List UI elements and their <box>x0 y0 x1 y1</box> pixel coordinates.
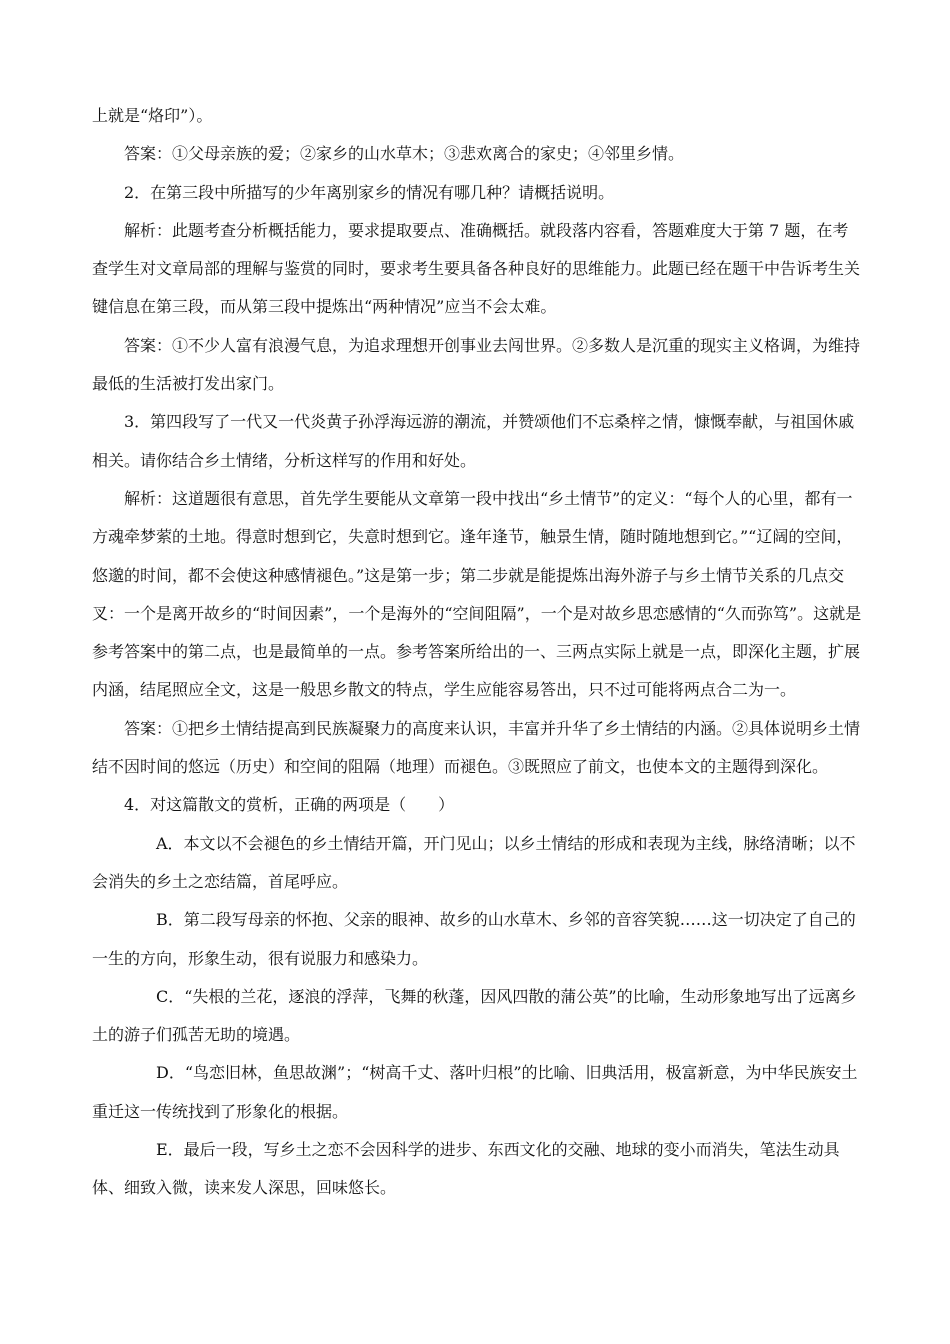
option-e: E．最后一段，写乡土之恋不会因科学的进步、东西文化的交融、地球的变小而消失，笔法生动具体、细致入微，读来发人深思，回味悠长。 <box>92 1140 840 1198</box>
question-3: 3．第四段写了一代又一代炎黄子孙浮海远游的潮流，并赞颂他们不忘桑梓之情，慷慨奉献，与祖国休戚相关。请你结合乡土情绪，分析这样写的作用和好处。 <box>92 412 855 470</box>
analysis-2: 解析：此题考查分析概括能力，要求提取要点、准确概括。就段落内容看，答题难度大于第 7 题，在考查学生对文章局部的理解与鉴赏的同时，要求考生要具备各种良好的思维能力。此题已经在题干中告诉考生关键信息在第三段，而从第三段中提炼出“两种情况”应当不会太难。 <box>92 220 861 317</box>
option-c: C．“失根的兰花，逐浪的浮萍，飞舞的秋蓬，因风四散的蒲公英”的比喻，生动形象地写出了远离乡土的游子们孤苦无助的境遇。 <box>92 986 857 1045</box>
document-body <box>92 97 864 1208</box>
paragraph-continuation: 上就是“烙印”）。 <box>92 106 213 125</box>
answer-1: 答案：①父母亲族的爱；②家乡的山水草木；③悲欢离合的家史；④邻里乡情。 <box>124 144 685 164</box>
answer-3: 答案：①把乡土情结提高到民族凝聚力的高度来认识，丰富并升华了乡土情结的内涵。②具体说明乡土情结不因时间的悠远（历史）和空间的阻隔（地理）而褪色。③既照应了前文，也使本文的主题得到深化。 <box>92 718 861 777</box>
question-2: 2．在第三段中所描写的少年离别家乡的情况有哪几种？请概括说明。 <box>124 182 615 202</box>
option-d: D．“鸟恋旧林，鱼思故渊”；“树高千丈、落叶归根”的比喻、旧典活用，极富新意，为中华民族安土重迁这一传统找到了形象化的根据。 <box>92 1063 858 1121</box>
option-a: A．本文以不会褪色的乡土情结开篇，开门见山；以乡土情结的形成和表现为主线，脉络清晰；以不会消失的乡土之恋结篇，首尾呼应。 <box>92 833 856 891</box>
analysis-3: 解析：这道题很有意思，首先学生要能从文章第一段中找出“乡土情节”的定义：“每个人的心里，都有一方魂牵梦萦的土地。得意时想到它，失意时想到它。逢年逢节，触景生情，随时随地想到它。”“辽阔的空间，悠邈的时间，都不会使这种感情褪色。”这是第一步；第二步就是能提炼出海外游子与乡土情节关系的几点交叉：一个是离开故乡的“时间因素”，一个是海外的“空间阻隔”，一个是对故乡思恋感情的“久而弥笃”。这就是参考答案中的第二点，也是最简单的一点。参考答案所给出的一、三两点实际上就是一点，即深化主题，扩展内涵，结尾照应全文，这是一般思乡散文的特点，学生应能容易答出，只不过可能将两点合二为一。 <box>92 488 862 700</box>
question-4: 4．对这篇散文的赏析，正确的两项是（ ） <box>124 795 455 815</box>
answer-2: 答案：①不少人富有浪漫气息，为追求理想开创事业去闯世界。②多数人是沉重的现实主义格调，为维持最低的生活被打发出家门。 <box>92 335 861 394</box>
option-b: B．第二段写母亲的怀抱、父亲的眼神、故乡的山水草木、乡邻的音容笑貌……这一切决定了自己的一生的方向，形象生动，很有说服力和感染力。 <box>92 910 856 968</box>
